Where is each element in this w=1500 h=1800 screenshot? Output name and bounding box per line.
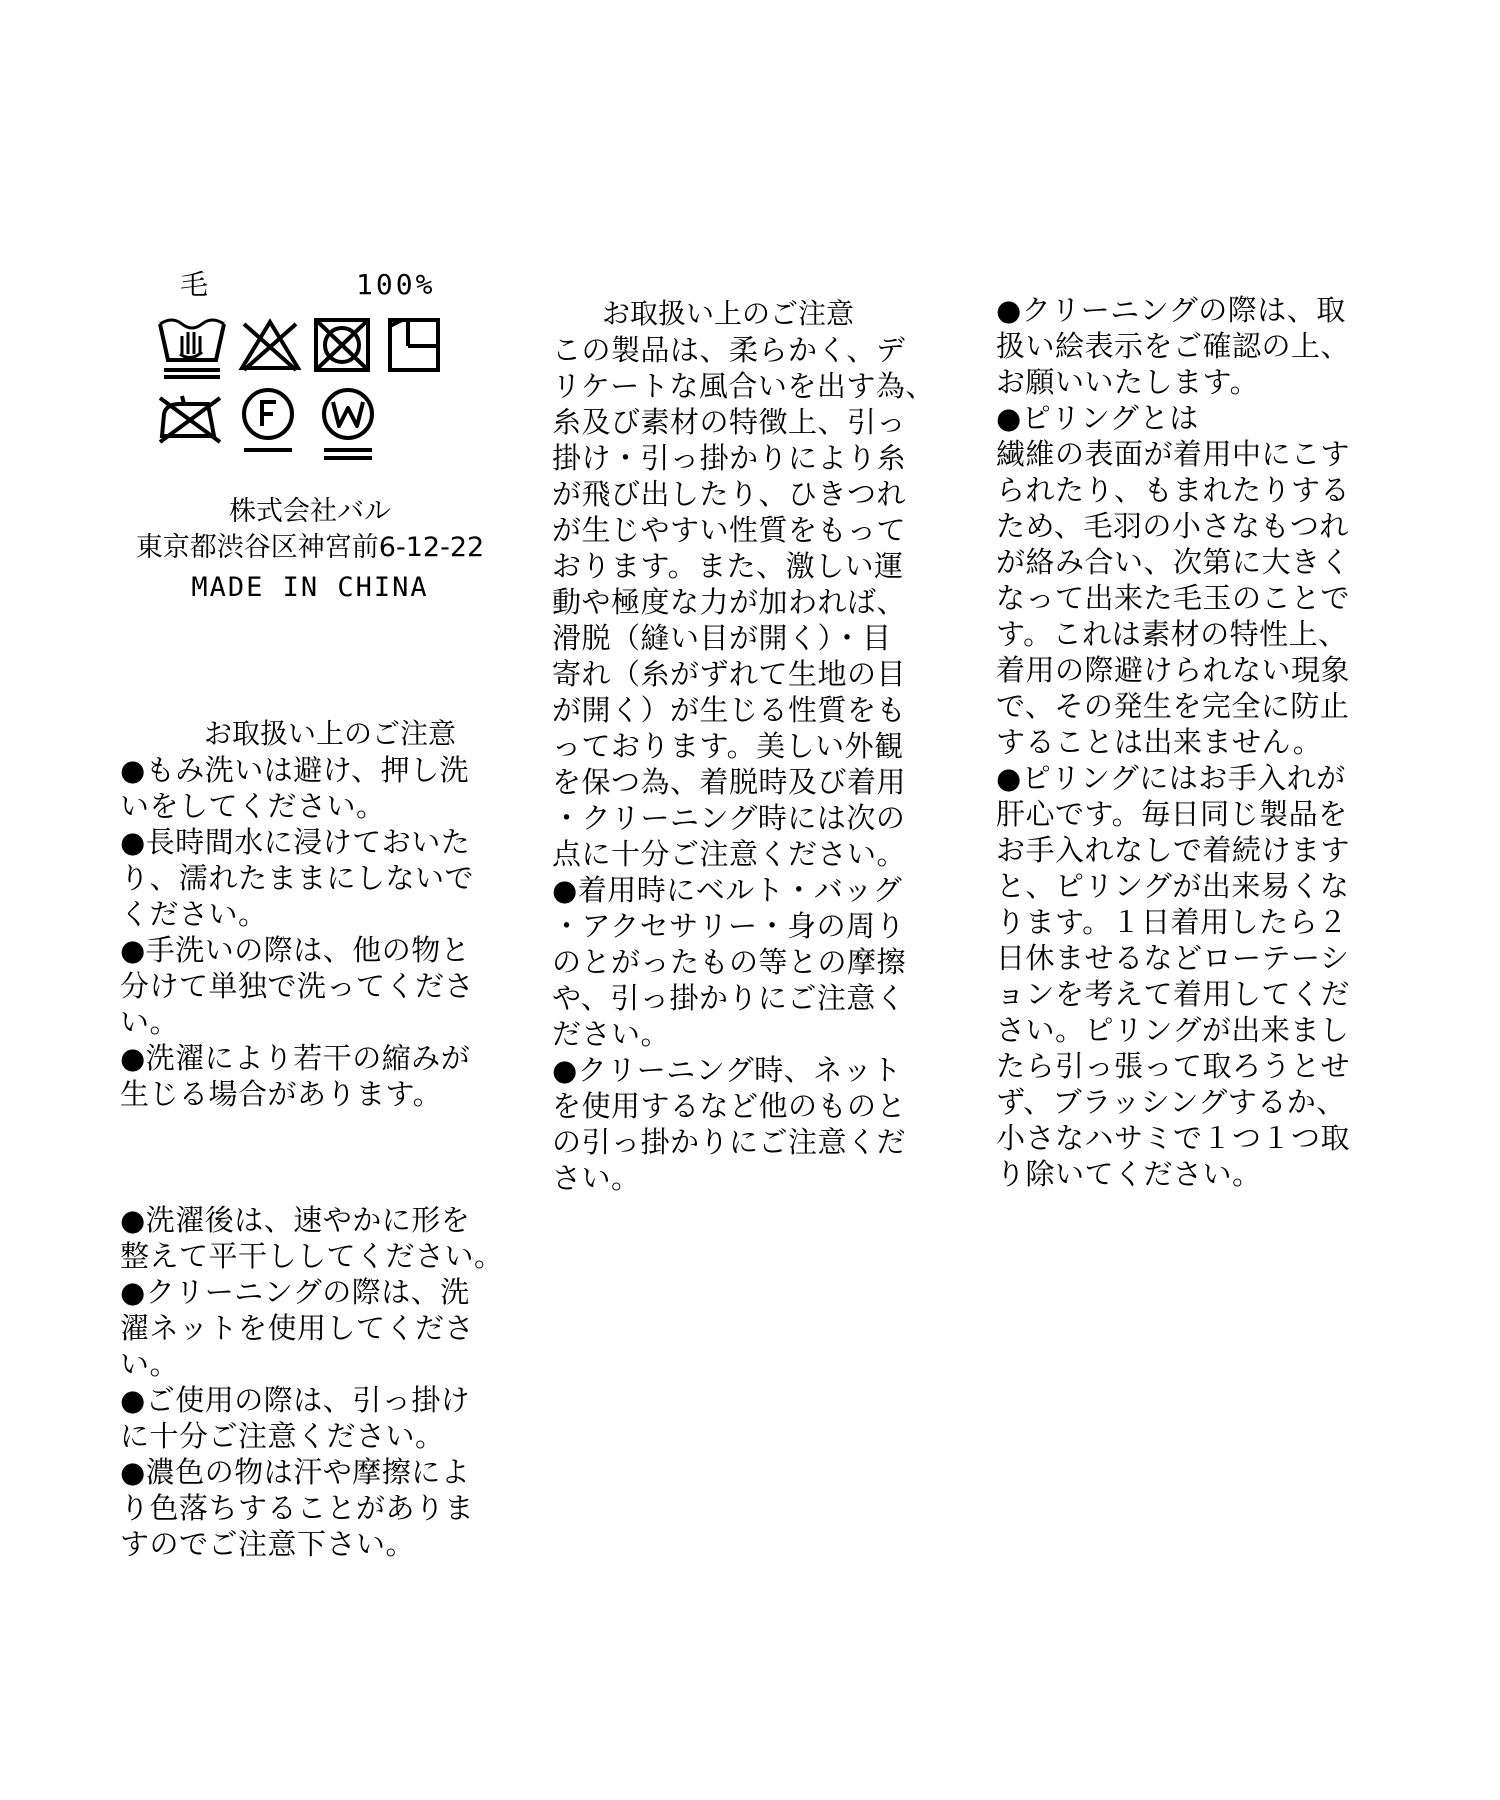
care-line: ●洗濯後は、速やかに形を: [120, 1203, 471, 1237]
care-line: ●長時間水に浸けておいた: [120, 825, 471, 859]
care-line: の引っ掛かりにご注意くだ: [552, 1125, 907, 1159]
care-line: や、引っ掛かりにご注意く: [552, 981, 906, 1015]
left-care-notes: [120, 716, 520, 1562]
care-line: おります。また、激しい運: [552, 549, 904, 583]
country-of-origin: MADE IN CHINA: [191, 572, 429, 603]
care-line: ・アクセサリー・身の周り: [552, 909, 906, 943]
care-line: 糸及び素材の特徴上、引っ: [552, 405, 907, 439]
fiber-name: 毛: [180, 268, 209, 301]
care-line: ●クリーニング時、ネット: [552, 1053, 902, 1087]
wet-clean-w-icon: [318, 386, 378, 466]
care-line: が開く）が生じる性質をも: [552, 693, 907, 727]
care-line: ョンを考えて着用してくだ: [996, 977, 1351, 1011]
care-line: ●濃色の物は汗や摩擦によ: [120, 1455, 471, 1489]
care-line: たら引っ張って取ろうとせ: [996, 1049, 1351, 1083]
company-name: 株式会社バル: [229, 496, 391, 527]
right-care-notes: [996, 292, 1416, 1192]
care-line: のとがったもの等との摩擦: [552, 945, 907, 979]
care-line: この製品は、柔らかく、デ: [552, 333, 906, 367]
care-line: す。これは素材の特性上、: [996, 617, 1348, 651]
care-line: ●ピリングとは: [996, 401, 1199, 435]
care-line: することは出来ません。: [996, 725, 1323, 759]
care-line: が飛び出したり、ひきつれ: [552, 477, 907, 511]
care-line: 整えて平干ししてください。: [120, 1239, 504, 1273]
care-line: を保つ為、着脱時及び着用: [552, 765, 907, 799]
care-line: ため、毛羽の小さなもつれ: [996, 509, 1349, 543]
care-line: ず、ブラッシングするか、: [996, 1085, 1346, 1119]
care-line: ●洗濯により若干の縮みが: [120, 1041, 471, 1075]
care-line: を使用するなど他のものと: [552, 1089, 907, 1123]
care-line: り除いてください。: [996, 1157, 1262, 1191]
care-symbols: [150, 310, 490, 470]
care-line: すのでご注意下さい。: [120, 1527, 416, 1561]
care-line: 肝心です。毎日同じ製品を: [996, 797, 1348, 831]
care-line: ●ピリングにはお手入れが: [996, 761, 1346, 795]
care-line: 滑脱（縫い目が開く）・目: [552, 621, 892, 655]
care-line: ●着用時にベルト・バッグ: [552, 873, 903, 907]
care-line: 着用の際避けられない現象: [996, 653, 1351, 687]
care-line: いをしてください。: [120, 789, 386, 823]
care-line: ●クリーニングの際は、取: [996, 293, 1346, 327]
care-line: が生じやすい性質をもって: [552, 513, 907, 547]
care-line: 点に十分ご注意ください。: [552, 837, 907, 871]
care-line: ください。: [120, 897, 268, 931]
do-not-bleach-icon: [238, 318, 302, 374]
care-line: 日休ませるなどローテーシ: [996, 941, 1350, 975]
left-notes-1: [120, 752, 520, 1112]
care-line: 小さなハサミで１つ１つ取: [996, 1121, 1351, 1155]
line-dry-in-shade-icon: [386, 316, 442, 374]
care-line: に十分ご注意ください。: [120, 1419, 445, 1453]
care-line: 生じる場合があります。: [120, 1077, 443, 1111]
do-not-iron-icon: [156, 392, 226, 446]
care-line: ります。１日着用したら２: [996, 905, 1348, 939]
care-line: ●手洗いの際は、他の物と: [120, 933, 471, 967]
care-line: ●ご使用の際は、引っ掛け: [120, 1383, 471, 1417]
care-line: い。: [120, 1005, 180, 1039]
care-line: 繊維の表面が着用中にこす: [996, 437, 1351, 471]
care-line: で、その発生を完全に防止: [996, 689, 1350, 723]
left-heading: お取扱い上のご注意: [203, 717, 456, 750]
care-line: り色落ちすることがありま: [120, 1491, 475, 1525]
company-address: 東京都渋谷区神宮前6-12-22: [135, 532, 485, 563]
care-line: 掛け・引っ掛かりにより糸: [552, 441, 907, 475]
care-line: ・クリーニング時には次の: [552, 801, 906, 835]
care-line: い。: [120, 1347, 180, 1381]
hand-wash-icon: [156, 314, 228, 380]
care-line: なって出来た毛玉のことで: [996, 581, 1351, 615]
middle-care-notes: [552, 296, 972, 1196]
left-notes-2: [120, 1202, 520, 1562]
dry-clean-f-icon: [238, 386, 298, 458]
care-line: さい。ピリングが出来まし: [996, 1013, 1350, 1047]
maker-info: [120, 494, 500, 606]
care-line: ●もみ洗いは避け、押し洗: [120, 753, 470, 787]
middle-heading: お取扱い上のご注意: [602, 297, 855, 330]
care-line: お願いいたします。: [996, 365, 1260, 399]
care-line: ●クリーニングの際は、洗: [120, 1275, 470, 1309]
care-line: 分けて単独で洗ってくださ: [120, 969, 475, 1003]
care-line: られたり、もまれたりする: [996, 473, 1351, 507]
care-line: っております。美しい外観: [552, 729, 904, 763]
care-line: お手入れなしで着続けます: [996, 833, 1351, 867]
care-line: り、濡れたままにしないで: [120, 861, 475, 895]
care-line: 扱い絵表示をご確認の上、: [996, 329, 1351, 363]
care-line: 濯ネットを使用してくださ: [120, 1311, 475, 1345]
care-line: 動や極度な力が加われば、: [552, 585, 907, 619]
do-not-tumble-dry-icon: [312, 316, 372, 374]
fiber-percent: 100%: [356, 268, 436, 301]
care-line: と、ピリングが出来易くな: [996, 869, 1350, 903]
care-line: 寄れ（糸がずれて生地の目: [552, 657, 907, 691]
care-line: ださい。: [552, 1017, 671, 1051]
care-line: が絡み合い、次第に大きく: [996, 545, 1351, 579]
care-line: リケートな風合いを出す為、: [552, 369, 935, 403]
care-line: さい。: [552, 1161, 641, 1195]
